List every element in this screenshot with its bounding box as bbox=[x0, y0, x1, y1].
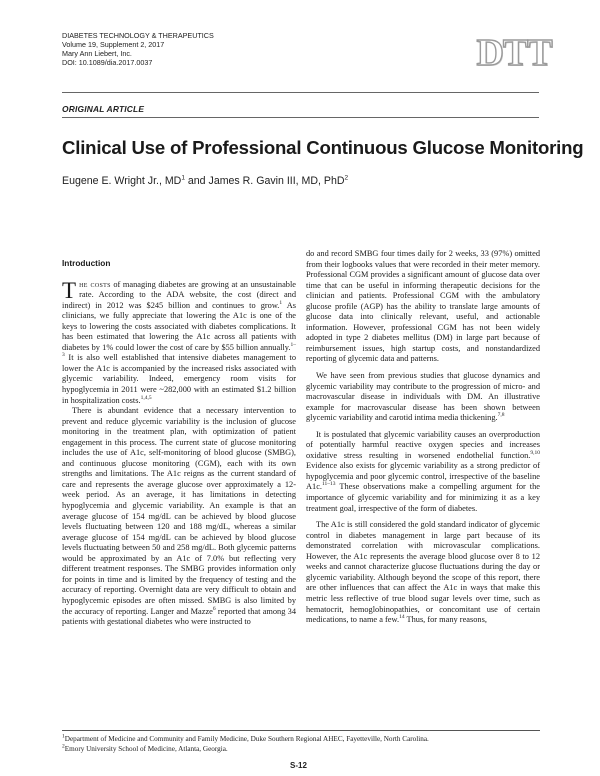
page-title: Clinical Use of Professional Continuous Glucose Monitoring bbox=[62, 137, 584, 158]
footnote-1 bbox=[62, 735, 429, 745]
journal-name: DIABETES TECHNOLOGY & THERAPEUTICS bbox=[62, 31, 214, 40]
journal-logo-text: DTT bbox=[476, 32, 552, 74]
author-1: Eugene E. Wright Jr., MD bbox=[62, 175, 182, 187]
citation: 9,10 bbox=[530, 450, 540, 457]
header-rule bbox=[62, 92, 539, 93]
paragraph bbox=[306, 371, 540, 424]
footnote-marker: 2 bbox=[62, 743, 65, 750]
paragraph bbox=[306, 430, 540, 514]
author-2-affiliation: 2 bbox=[344, 174, 349, 182]
citation: 14 bbox=[399, 614, 405, 621]
author-connector: and bbox=[184, 175, 209, 187]
text-run: reported that among 34 patients with gestational diabetes who were instructed to bbox=[62, 606, 296, 627]
journal-doi: DOI: 10.1089/dia.2017.0037 bbox=[62, 58, 153, 67]
drop-cap: T bbox=[62, 277, 77, 303]
text-run: As clinicians, we fully appreciate that lowering the A1c is one of the keys to lowering the costs associated with diabetes complications. It has been estimated that lowering the A1c across all patients with diabetes by 1% could lower the cost of care by $55 billion annually. bbox=[62, 300, 297, 352]
text-run: It is also well established that intensive diabetes management to lower the A1c is accompanied by the increased risks associated with glycemic variability. Indeed, emergency room visits for hypoglycemia in 2011 were ~282,000 with an estimated $1.2 billion in hospitalization costs. bbox=[62, 353, 296, 405]
footnote-2 bbox=[62, 745, 429, 755]
journal-publisher: Mary Ann Liebert, Inc. bbox=[62, 49, 132, 58]
paragraph bbox=[62, 406, 296, 627]
journal-volume: Volume 19, Supplement 2, 2017 bbox=[62, 40, 165, 49]
footnote-rule bbox=[62, 730, 540, 731]
text-run: of managing diabetes are growing at an unsustainable rate. According to the ADA website, the cost (direct and indirect) in 2012 was $245 billion and continues to grow. bbox=[62, 279, 296, 310]
lead-in: he costs bbox=[79, 279, 111, 289]
section-label: ORIGINAL ARTICLE bbox=[62, 104, 145, 114]
citation: 7,8 bbox=[497, 412, 505, 419]
introduction-heading: Introduction bbox=[62, 258, 111, 268]
text-run: The A1c is still considered the gold standard indicator of glycemic control in diabetes management in large part because of its demonstrated correlation with microvascular complications. However, the A1c represents the average blood glucose over 8 to 12 weeks and cannot characterize glucose fluctuations during the day or glycemic variability. Although beyond the scope of this report, there are other influences that can affect the A1c in ways that make this metric less reflective of true blood sugar levels over time, such as hematocrit, hemoglobinopathies, or concomitant use of certain medications, to name a few. bbox=[306, 520, 540, 625]
text-run: It is postulated that glycemic variability causes an overproduction of potentially harmful reactive oxygen species and increases oxidative stress resulting in worsened endothelial function. bbox=[306, 429, 540, 460]
page-number: S-12 bbox=[290, 761, 307, 770]
text-run: Evidence also exists for glycemic variability as a strong predictor of hypoglycemia and poor glycemic control, irrespective of the baseline A1c. bbox=[306, 461, 540, 492]
citation: 1–3 bbox=[62, 342, 296, 359]
paragraph bbox=[306, 249, 540, 365]
author-1-affiliation: 1 bbox=[181, 174, 185, 182]
footnote-marker: 1 bbox=[62, 733, 65, 740]
section-rule bbox=[62, 117, 539, 118]
citation: 11–13 bbox=[322, 481, 336, 488]
citation: 1,4,5 bbox=[140, 394, 152, 401]
footnote-text: Emory University School of Medicine, Atlanta, Georgia. bbox=[64, 744, 228, 753]
left-column bbox=[62, 258, 296, 628]
author-2: James R. Gavin III, MD, PhD bbox=[208, 175, 345, 187]
footnote-text: Department of Medicine and Community and Family Medicine, Duke Southern Regional AHEC, Fayetteville, North Carolina. bbox=[64, 735, 429, 743]
journal-logo bbox=[476, 32, 552, 74]
text-run: These observations make a compelling argument for the importance of glycemic variability and for minimizing it as a key treatment goal, irrespective of the form of diabetes. bbox=[306, 482, 540, 513]
footnotes bbox=[62, 735, 429, 754]
right-column bbox=[306, 249, 540, 626]
journal-info bbox=[62, 31, 214, 67]
text-run: There is abundant evidence that a necessary intervention to prevent and reduce glycemic variability is the inclusion of glucose monitoring in the treatment plan, with optimization of patient engagement in this process. The current state of glucose monitoring includes the use of A1c, self-monitoring of blood glucose (SMBG), and continuous glucose monitoring (CGM), each with its own strengths and limitations. The A1c reigns as the current standard of care and represents the average glucose over approximately a 12-week period. As an average, it has limitations in detecting hypoglycemia and glycemic variability. An example is that an average glucose of 154 mg/dL can be achieved by blood glucose levels fluctuating between 120 and 188 mg/dL, whereas a similar average glucose of 154 mg/dL can be achieved by blood glucose levels fluctuating between 50 and 258 mg/dL. Both glycemic patterns would be approximated by an A1c of 7.0% but reflecting very different treatment responses. The SMBG provides information only for points in time and is limited by the frequency of testing and the accuracy of reporting. Overnight data are very difficult to obtain and hypoglycemic episodes are often missed. SMBG is also limited by the accuracy of reporting. Langer and Mazze bbox=[62, 406, 296, 616]
text-run: Thus, for many reasons, bbox=[404, 615, 487, 625]
paragraph bbox=[62, 277, 297, 407]
citation: 1 bbox=[279, 299, 283, 306]
paragraph bbox=[306, 520, 540, 625]
text-run: do and record SMBG four times daily for 2 weeks, 33 (97%) omitted from their logbooks values that were recorded in their meter memory. Professional CGM provides a significant amount of glucose data over time that can be useful in informing therapeutic decisions for the clinician and patients. Professional CGM with the ambulatory glucose profile (AGP) has the ability to translate large amounts of glucose data into clinically relevant, useful, and actionable information. However, professional CGM has not been widely adopted in type 2 diabetes mellitus (DM) in large part because of reimbursement issues, high startup costs, and nonstandardized reporting of glycemic data and patterns. bbox=[306, 249, 540, 364]
author-line bbox=[62, 175, 348, 187]
text-run: We have seen from previous studies that glucose dynamics and glycemic variability may contribute to the progression of micro- and macrovascular disease in individuals with DM. An illustrative example for macrovascular disease has been shown between glycemic variability and carotid intima media thickening. bbox=[306, 371, 540, 423]
citation: 6 bbox=[212, 605, 216, 612]
